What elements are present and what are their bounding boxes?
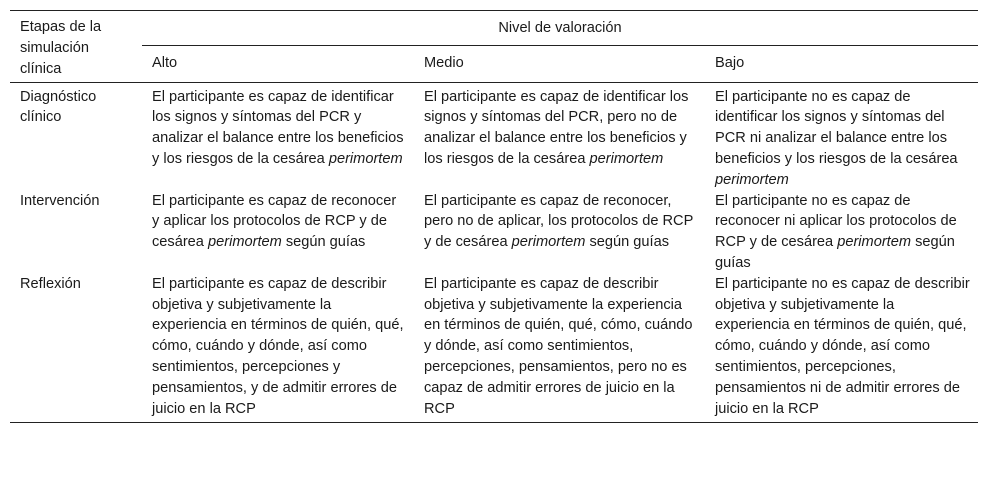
table-row <box>10 274 978 423</box>
table-cell <box>142 191 414 274</box>
stage-column-header: Etapas de la simulación clínica <box>10 11 142 83</box>
stage-cell: Intervención <box>20 192 100 209</box>
cell-text: El participante no es capaz de describir objetiva y subjetivamente la experiencia en términos de quién, qué, cómo, cuándo y dónde, así como sentimientos, percepciones, pensamientos ni de admitir errores de juicio en la RCP <box>715 275 970 417</box>
cell-text: El participante es capaz de identificar los signos y síntomas del PCR y analizar el balance entre los beneficios y los riesgos de la cesárea <box>152 88 404 167</box>
table-cell <box>705 82 978 190</box>
cell-text-after: según guías <box>585 234 669 251</box>
table-cell <box>705 274 978 423</box>
cell-text: El participante es capaz de identificar los signos y síntomas del PCR, pero no de analizar el balance entre los beneficios y los riesgos de la cesárea <box>424 88 689 167</box>
cell-text-after: según guías <box>715 234 955 271</box>
table-row <box>10 191 978 274</box>
table-cell <box>414 274 705 423</box>
table-cell <box>414 191 705 274</box>
table-row <box>10 82 978 190</box>
cell-italic-term: perimortem <box>328 150 403 167</box>
table-cell <box>142 82 414 190</box>
cell-text: El participante no es capaz de identificar los signos y síntomas del PCR ni analizar el balance entre los beneficios y los riesgos de la cesárea <box>715 88 958 167</box>
table-header <box>10 11 978 83</box>
cell-italic-term: perimortem <box>837 234 912 251</box>
table-cell <box>414 82 705 190</box>
table-body <box>10 82 978 423</box>
cell-italic-term: perimortem <box>511 234 586 251</box>
level-header-medium: Medio <box>414 45 705 82</box>
cell-text: El participante es capaz de describir objetiva y subjetivamente la experiencia en términos de quién, qué, cómo, cuándo y dónde, así como sentimientos, percepciones, pensamientos, pero no es capaz de admitir errores de juicio en la RCP <box>424 275 693 417</box>
level-header-low: Bajo <box>705 45 978 82</box>
cell-italic-term: perimortem <box>207 234 282 251</box>
cell-italic-term: perimortem <box>715 171 789 188</box>
level-group-header: Nivel de valoración <box>142 11 978 46</box>
level-header-high: Alto <box>142 45 414 82</box>
cell-text: El participante es capaz de reconocer y aplicar los protocolos de RCP y de cesárea <box>152 192 397 251</box>
table-cell <box>142 274 414 423</box>
cell-text: El participante no es capaz de reconocer ni aplicar los protocolos de RCP y de cesárea <box>715 192 957 251</box>
evaluation-table-container <box>10 10 978 423</box>
evaluation-table <box>10 10 978 423</box>
stage-cell: Reflexión <box>10 274 142 423</box>
cell-text: El participante es capaz de describir objetiva y subjetivamente la experiencia en términos de quién, qué, cómo, cuándo y dónde, así como sentimientos, percepciones y pensamientos, y de admitir errores de juicio en la RCP <box>152 275 404 417</box>
cell-text-after: según guías <box>281 234 366 251</box>
stage-cell: Diagnóstico clínico <box>20 88 97 126</box>
cell-italic-term: perimortem <box>589 150 664 167</box>
cell-text: El participante es capaz de reconocer, pero no de aplicar, los protocolos de RCP y de cesárea <box>424 192 694 251</box>
table-cell <box>705 191 978 274</box>
